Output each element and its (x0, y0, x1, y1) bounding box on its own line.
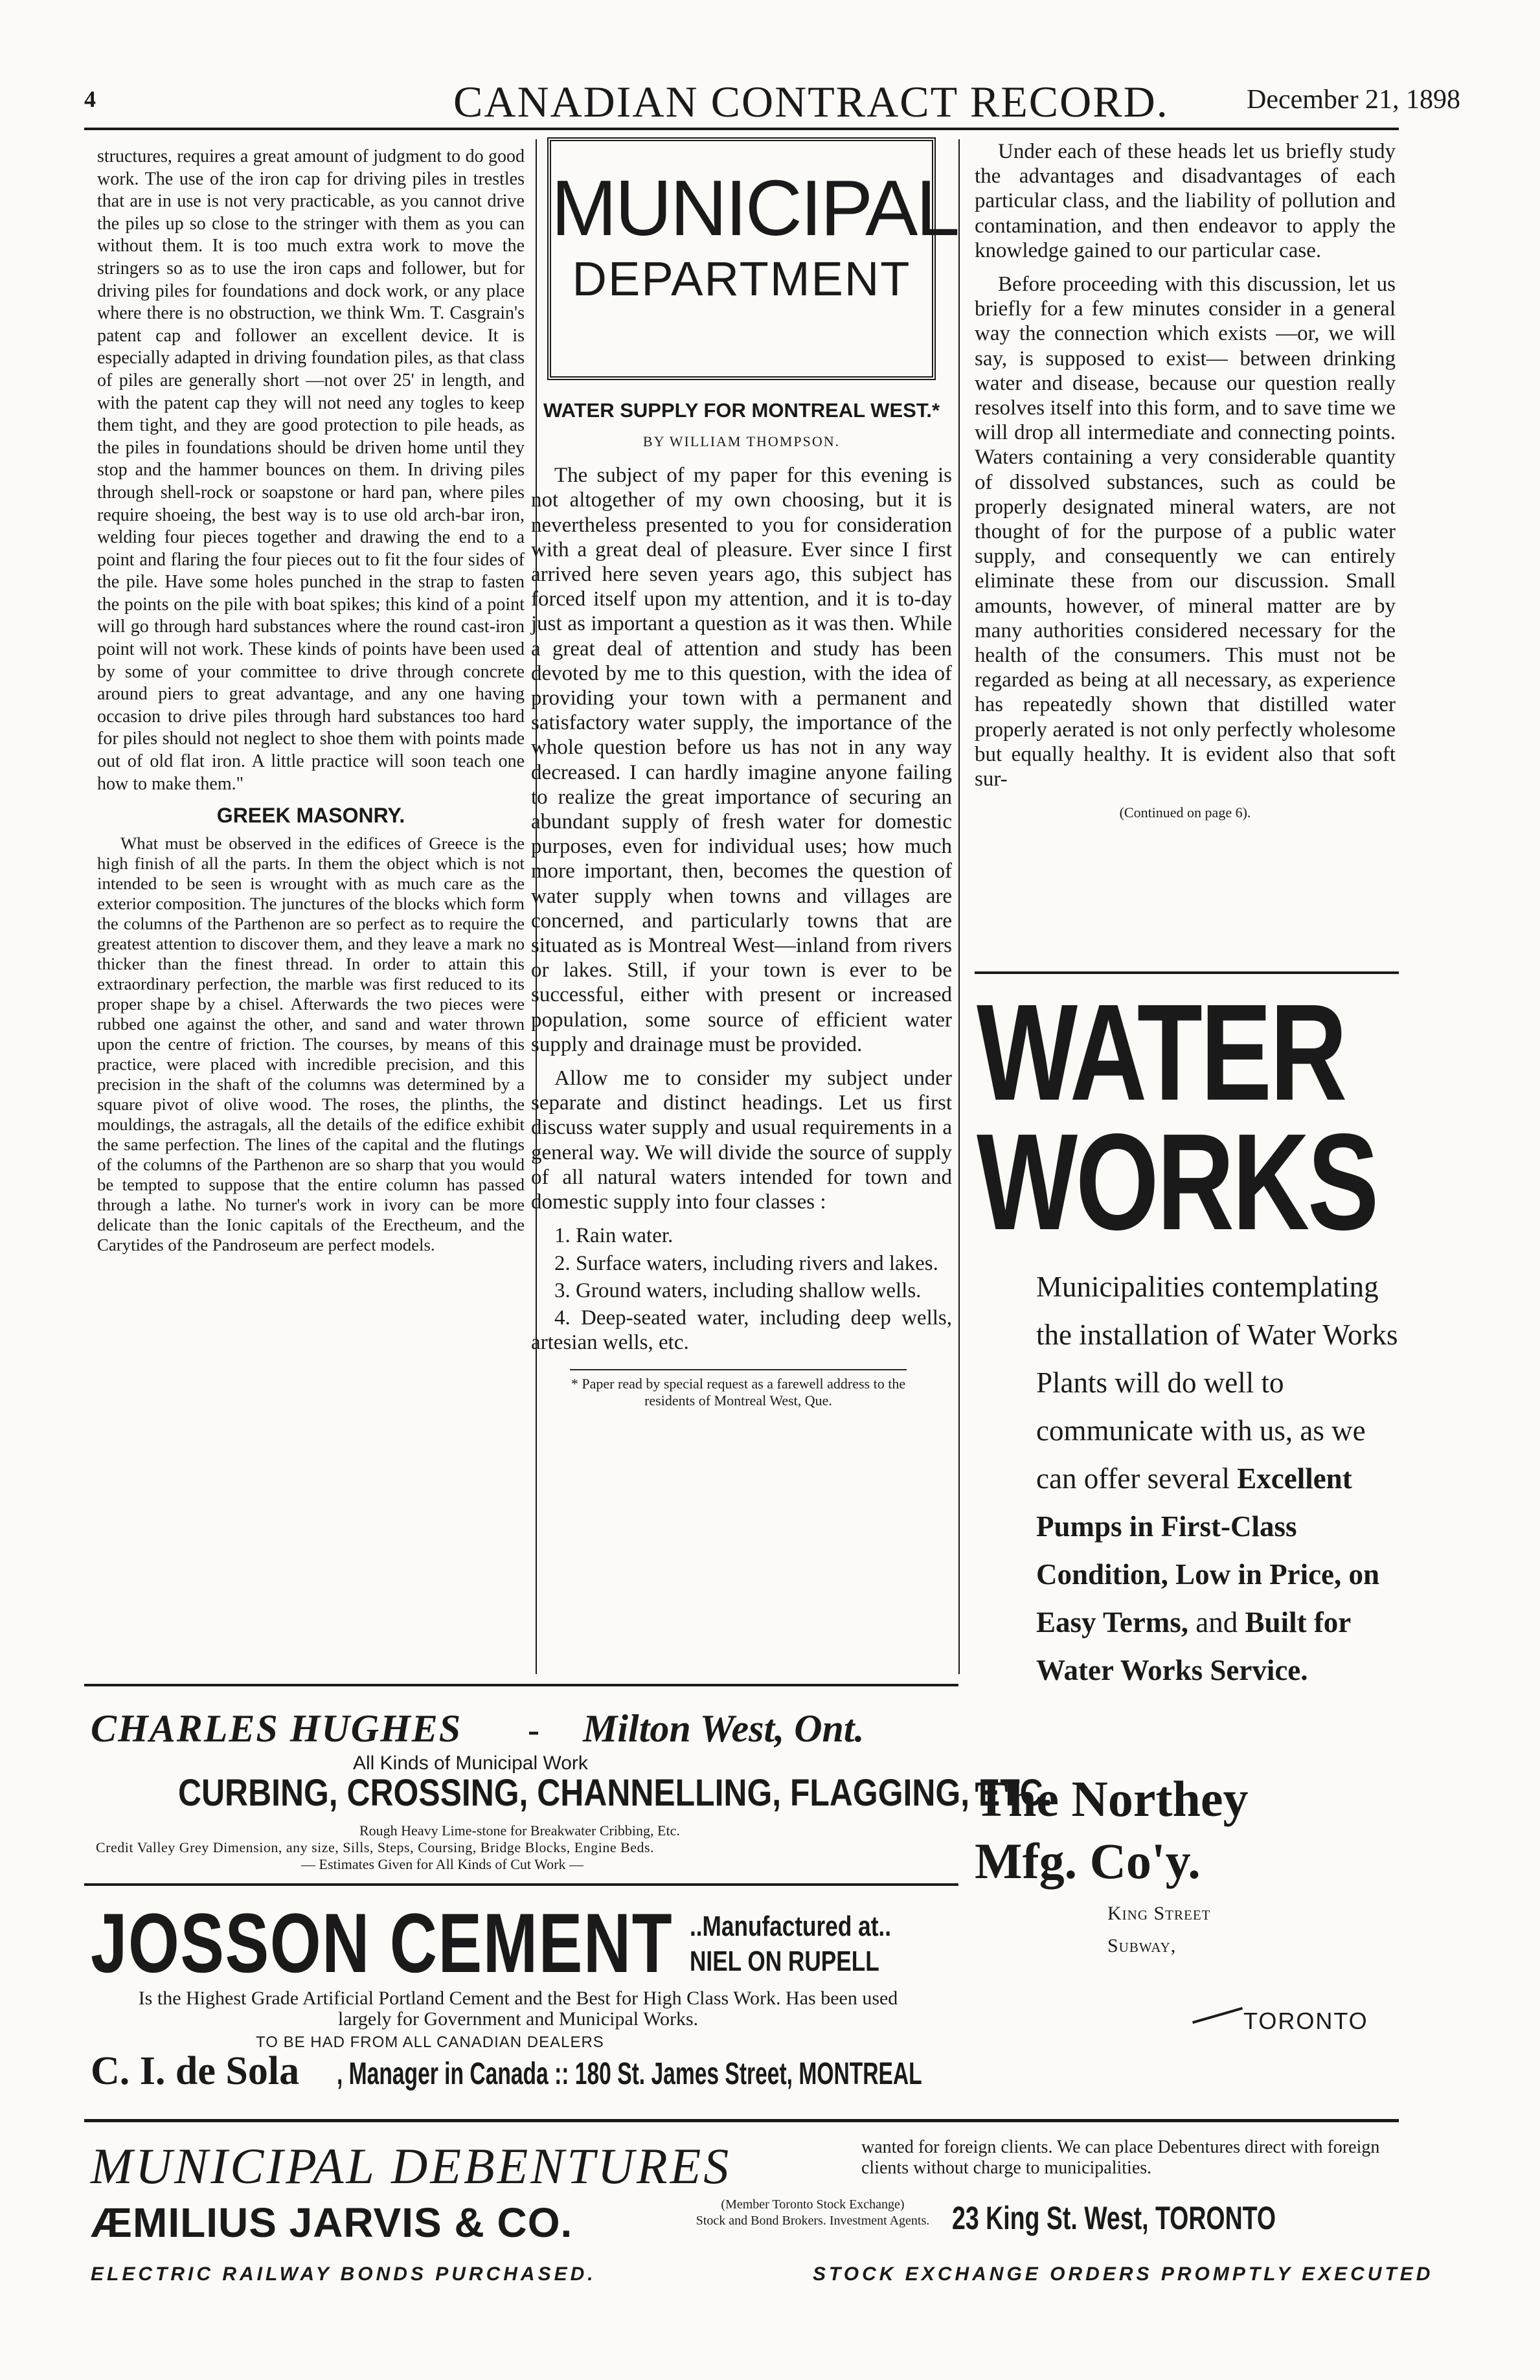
page-number: 4 (84, 86, 96, 112)
ad-text: Municipalities contemplating the installation of Water Works Plants will do well to communicate with us, as we can offer several (1036, 1271, 1398, 1495)
jarvis-member: (Member Toronto Stock Exchange) (721, 2197, 905, 2212)
water-works-headline (977, 975, 1377, 1258)
address-line-2: Subway, (1107, 1935, 1177, 1956)
headline-line-1: WATER (977, 975, 1346, 1129)
column-divider (958, 139, 960, 1674)
josson-description: Is the Highest Grade Artificial Portland Cement and the Best for High Class Work. Has been used largely for Government and Municipal Works. (138, 1988, 898, 2030)
company-line-1: The Northey (975, 1771, 1249, 1827)
section-rule (84, 1883, 958, 1886)
ad-text: and (1188, 1606, 1245, 1638)
list-item: 2. Surface waters, including rivers and lakes. (554, 1251, 938, 1275)
issue-date: December 21, 1898 (1247, 85, 1461, 115)
article-continued-text-2: Before proceeding with this discussion, let us briefly for a few minutes consider in a general way the connection which exists —or, we will say, is supposed to exist— between drinking water and disease, because our question really resolves itself into this form, and to save time we will drop all intermediate and connecting points. Waters containing a very considerable quantity of dissolved substances, such as could be properly designated mineral waters, are not thought of for the purpose of a public water supply, and consequently we can entirely eliminate these from our discussion. Small amounts, however, of mineral matter are by many authorities considered necessary for the health of the consumers. This must not be regarded as being at all necessary, as experience has repeatedly shown that distilled water properly aerated is not only perfectly wholesome but equally healthy. It is evident also that soft sur- (975, 273, 1396, 791)
address-line-1: King Street (1107, 1903, 1211, 1924)
section-rule (84, 2119, 1399, 2122)
water-supply-heading: WATER SUPPLY FOR MONTREAL WEST.* (543, 399, 940, 422)
jarvis-brokers: Stock and Bond Brokers. Investment Agents. (696, 2214, 930, 2228)
municipal-department-banner (547, 137, 958, 380)
column-middle (531, 392, 952, 1409)
greek-masonry-heading: GREEK MASONRY. (216, 804, 405, 828)
debentures-headline: MUNICIPAL DEBENTURES (91, 2138, 732, 2194)
column-left (97, 146, 525, 1264)
company-line-2: Mfg. Co'y. (975, 1833, 1201, 1889)
article-text: structures, requires a great amount of judgment to do good work. The use of the iron cap for driving piles in trestles that are in use is not very practicable, as you cannot drive the piles up so close to the stringer with them as you can without them. It is too much extra work to move the stringers so as to use the iron caps and follower, but for driving piles for foundations and dock work, or any place where there is no obstruction, we think Wm. T. Casgrain's patent cap and follower an excellent device. It is especially adapted in driving foundation piles, as that class of piles are generally short —not over 25' in length, and with the patent cap they will not need any togles to keep them tight, and they are good protection to pile heads, as the piles in foundations should be driven home until they stop and the hammer bounces on them. In driving piles through shell-rock or soapstone or hard pan, where piles require shoeing, the best way is to use old arch-bar iron, welding four pieces together and drawing the end to a point and flaring the four pieces out to fit the four sides of the pile. Have some holes punched in the strap to fasten the points on the pile with boat spikes; this kind of a point will go through hard substances where the round cast-iron point will not work. These kinds of points have been used by some of your committee to drive through concrete around piers to great advantage, and any one having occasion to drive piles through hard substances too hard for piles should not neglect to shoe them with points made out of old flat iron. A little practice will soon teach one how to make them." (97, 146, 525, 794)
josson-agent: C. I. de Sola (91, 2049, 300, 2093)
josson-agent-address: , Manager in Canada :: 180 St. James Street, MONTREAL (337, 2057, 922, 2091)
hughes-dash: - (528, 1710, 539, 1749)
greek-masonry-text: What must be observed in the edifices of Greece is the high finish of all the parts. In them the object which is not intended to be seen is wrought with as much care as the exterior composition. The junctures of the blocks which form the columns of the Parthenon are so perfect as to require the greatest attention to discover them, and they leave a mark no thicker than the finest thread. In order to attain this extraordinary perfection, the marble was first reduced to its proper shape by a chisel. Afterwards the two pieces were rubbed one against the other, and sand and water thrown upon the centre of friction. The courses, by means of this practice, were placed with incredible precision, and this precision in the shaft of the columns was determined by a square pivot of olive wood. The roses, the plinths, the mouldings, the astragals, all the details of the edifice exhibit the same perfection. The lines of the capital and the flutings of the columns of the Parthenon are so sharp that you would be tempted to suppose that the entire column has passed through a lathe. No turner's work in ivory can be more delicate than the Ionic capitals of the Erectheum, and the Carytides of the Pandroseum are perfect models. (97, 833, 525, 1254)
hughes-place: Milton West, Ont. (583, 1707, 865, 1750)
header-rule (84, 128, 1399, 130)
water-supply-text: The subject of my paper for this evening is not altogether of my own choosing, but it is nevertheless presented to you for consideration with a great deal of pleasure. Ever since I first arrived here seven years ago, this subject has forced itself upon my attention, and it is to-day just as important a question as it was then. While a great deal of attention and study has been devoted by me to this question, with the idea of providing your town with a permanent and satisfactory water supply, the importance of the whole question before us has not in any way decreased. I can hardly imagine anyone failing to realize the great importance of securing an abundant supply of fresh water for domestic purposes, even for individual uses; how much more important, then, becomes the question of water supply when towns and villages are concerned, and particularly towns that are situated as is Montreal West—inland from rivers or lakes. Still, if your town is ever to be successful, either with present or increased population, some source of efficient water supply and drainage must be provided. (531, 464, 952, 1056)
josson-name: JOSSON CEMENT (91, 1896, 674, 1990)
company-address (1107, 1898, 1211, 1962)
headline-line-2: WORKS (977, 1105, 1377, 1258)
ad-emphasis: Built for Water Works Service. (1036, 1606, 1351, 1686)
continued-note: (Continued on page 6). (1119, 804, 1251, 821)
banner-line-1: MUNICIPAL (551, 164, 958, 252)
column-right (975, 139, 1396, 825)
jarvis-orders: STOCK EXCHANGE ORDERS PROMPTLY EXECUTED (813, 2263, 1434, 2285)
section-rule (84, 1684, 958, 1686)
hughes-credit: Credit Valley Grey Dimension, any size, Sills, Steps, Coursing, Bridge Blocks, Engine Beds. (96, 1839, 655, 1855)
section-rule (975, 971, 1399, 974)
byline: BY WILLIAM THOMPSON. (642, 433, 841, 449)
banner-line-2: DEPARTMENT (572, 252, 911, 306)
hughes-name: CHARLES HUGHES (91, 1707, 462, 1750)
company-city: TORONTO (1243, 2008, 1368, 2034)
josson-dealers: TO BE HAD FROM ALL CANADIAN DEALERS (256, 2034, 604, 2051)
hughes-estimates: — Estimates Given for All Kinds of Cut Work — (301, 1856, 583, 1872)
ad-emphasis: Excellent Pumps in First-Class Condition, Low in Price, on Easy Terms, (1036, 1462, 1380, 1638)
footnote: * Paper read by special request as a farewell address to the residents of Montreal West, Que. (570, 1369, 907, 1409)
list-item: 4. Deep-seated water, including deep wells, artesian wells, etc. (531, 1306, 952, 1355)
josson-place: NIEL ON RUPELL (690, 1945, 879, 1977)
hughes-services: CURBING, CROSSING, CHANNELLING, FLAGGING, ETC. (178, 1772, 1052, 1814)
josson-manufactured: ..Manufactured at.. (690, 1910, 891, 1942)
jarvis-bonds: ELECTRIC RAILWAY BONDS PURCHASED. (91, 2263, 596, 2285)
article-continued-text: Under each of these heads let us briefly study the advantages and disadvantages of each particular class, and the liability of pollution and contamination, and then endeavor to apply the knowledge gained to our particular case. (975, 140, 1396, 262)
hughes-rough: Rough Heavy Lime-stone for Breakwater Cribbing, Etc. (359, 1822, 680, 1839)
list-item: 3. Ground waters, including shallow wells. (554, 1278, 922, 1302)
newspaper-title: CANADIAN CONTRACT RECORD. (453, 77, 1169, 126)
water-supply-text-2: Allow me to consider my subject under separate and distinct headings. Let us first discuss water supply and usual requirements in a general way. We will divide the source of supply of all natural waters intended for town and domestic supply into four classes : (531, 1067, 952, 1214)
list-item: 1. Rain water. (554, 1224, 674, 1248)
water-works-body (1036, 1263, 1399, 1694)
hughes-tagline: All Kinds of Municipal Work (353, 1752, 588, 1774)
jarvis-company: ÆMILIUS JARVIS & CO. (91, 2199, 573, 2246)
jarvis-address: 23 King St. West, TORONTO (952, 2200, 1276, 2236)
arrow-icon (1192, 2007, 1243, 2024)
debentures-note: wanted for foreign clients. We can place Debentures direct with foreign clients without charge to municipalities. (861, 2137, 1380, 2178)
